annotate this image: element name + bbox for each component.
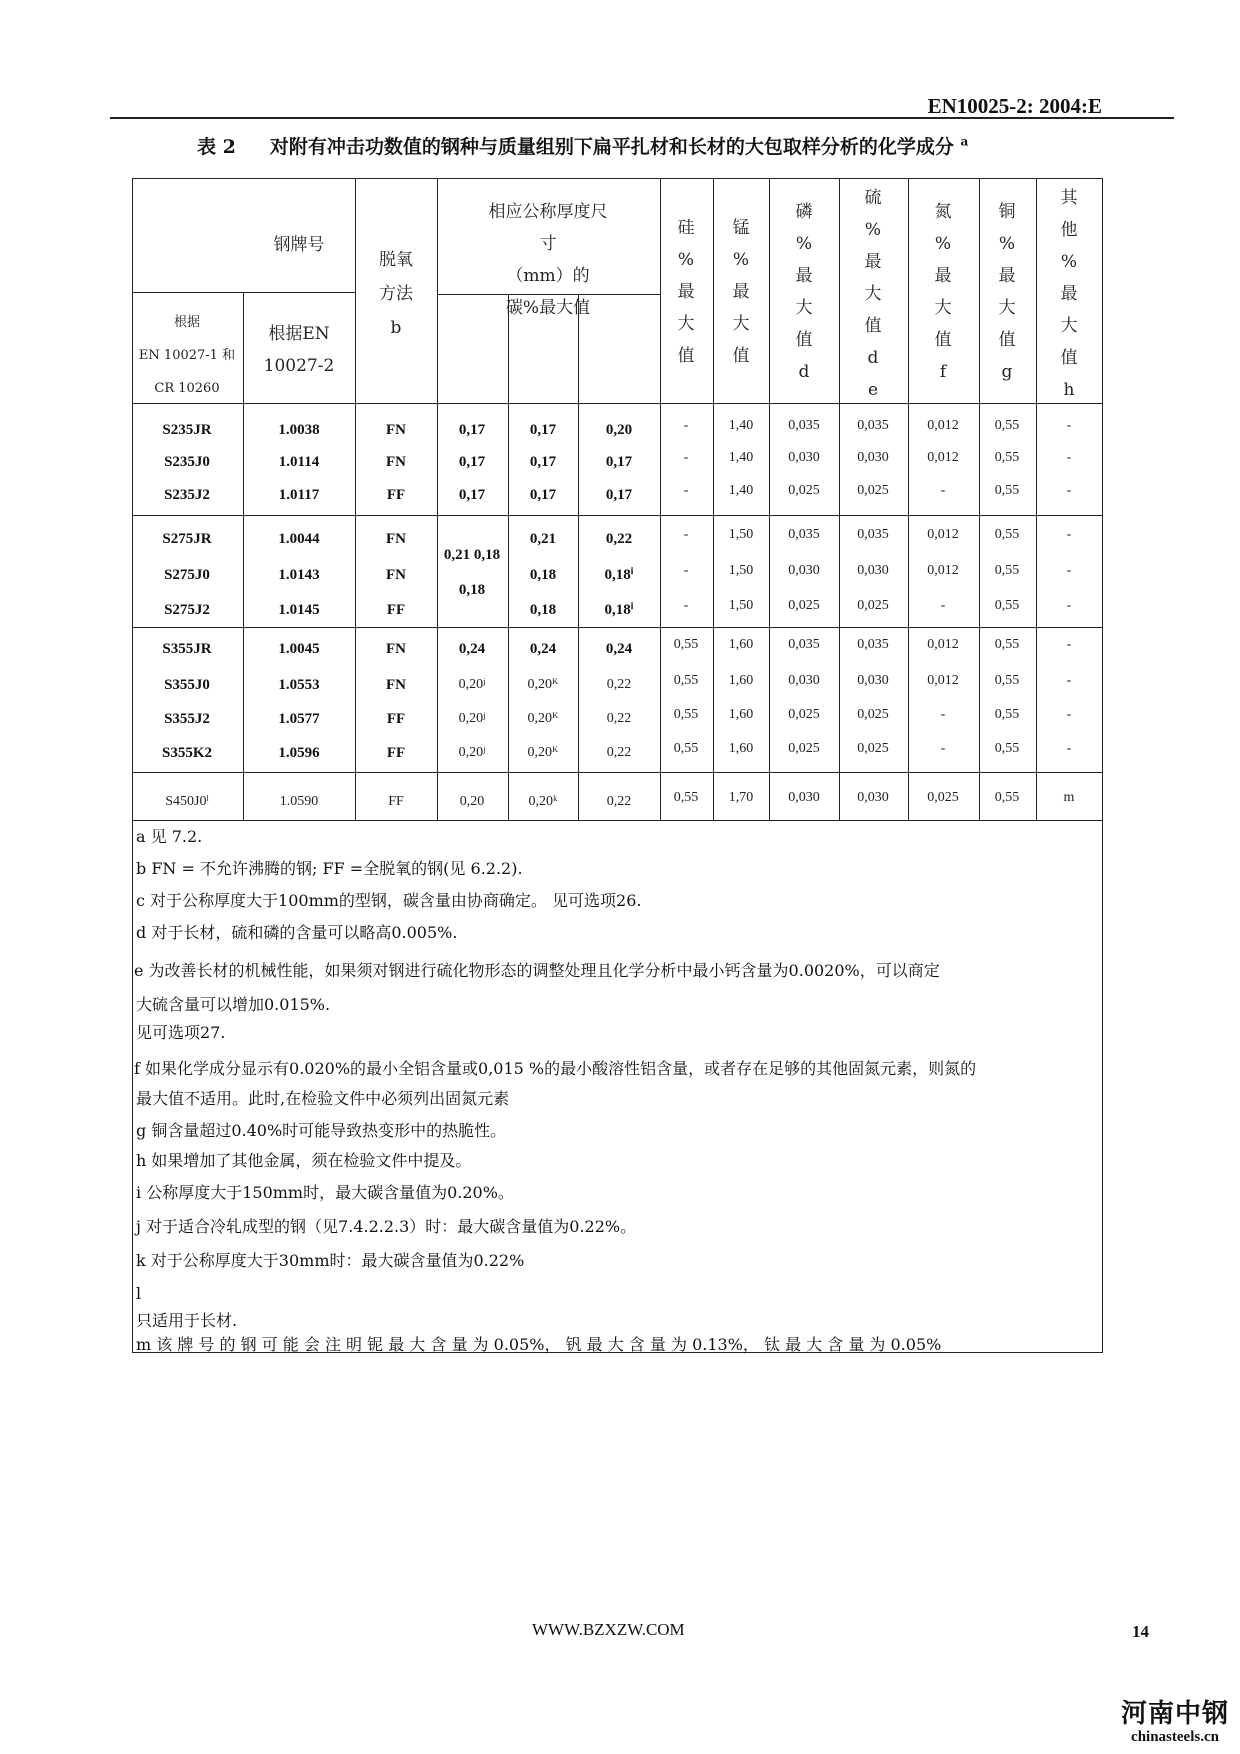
footnote-line: m 该 牌 号 的 钢 可 能 会 注 明 铌 最 大 含 量 为 0.05%， 钒 最 大 含 量 为 0.13%， 钛 最 大 含 量 为 0.05% bbox=[136, 1335, 942, 1354]
cell-num: 1.0117 bbox=[278, 487, 320, 503]
header-line: 脱氧 bbox=[379, 250, 413, 270]
cell-grade: S275J2 bbox=[164, 602, 210, 618]
cell-s: 0,025 bbox=[857, 598, 889, 613]
cell-n: - bbox=[940, 483, 946, 498]
cell-p: 0,025 bbox=[788, 741, 820, 756]
cell-c2: 0,18 bbox=[529, 567, 557, 583]
header-line: 根据EN bbox=[268, 324, 330, 344]
header-line: % bbox=[998, 234, 1016, 254]
header-line: 铜 bbox=[998, 202, 1016, 222]
cell-c1: 0,20ʲ bbox=[458, 677, 486, 692]
cell-mn: 1,70 bbox=[728, 790, 754, 805]
cell-s: 0,030 bbox=[857, 673, 889, 688]
cell-c2: 0,21 bbox=[529, 531, 557, 547]
cell-other: - bbox=[1066, 637, 1072, 652]
header-line: 值 bbox=[795, 330, 813, 350]
cell-c2: 0,17 bbox=[529, 422, 557, 438]
header-line: 最 bbox=[998, 266, 1016, 286]
cell-si: 0,55 bbox=[673, 637, 699, 652]
cell-c2: 0,20ᴷ bbox=[527, 711, 559, 726]
header-line: 值 bbox=[864, 316, 882, 336]
cell-num: 1.0145 bbox=[278, 602, 320, 618]
footnote-line: c 对于公称厚度大于100mm的型钢，碳含量由协商确定。 见可选项26. bbox=[136, 891, 642, 910]
cell-n: 0,012 bbox=[927, 527, 959, 542]
cell-si: - bbox=[683, 483, 689, 498]
cell-deox: FF bbox=[386, 745, 406, 761]
cell-c3: 0,22 bbox=[605, 531, 633, 547]
cell-c2: 0,17 bbox=[529, 454, 557, 470]
cell-cu: 0,55 bbox=[994, 790, 1020, 805]
cell-cu: 0,55 bbox=[994, 418, 1020, 433]
hline-group-3 bbox=[132, 772, 1103, 773]
cell-c1: 0,20ʲ bbox=[458, 745, 486, 760]
cell-s: 0,025 bbox=[857, 741, 889, 756]
cell-other: - bbox=[1066, 563, 1072, 578]
footnote-line: d 对于长材，硫和磷的含量可以略高0.005%. bbox=[136, 923, 458, 942]
header-line: e bbox=[867, 380, 879, 400]
cell-p: 0,025 bbox=[788, 598, 820, 613]
header-code: EN10025-2: 2004:E bbox=[927, 94, 1102, 118]
cell-other: - bbox=[1066, 673, 1072, 688]
cell-mn: 1,40 bbox=[728, 450, 754, 465]
header-line: 大 bbox=[732, 314, 750, 334]
header-line: g bbox=[1001, 362, 1013, 382]
cell-p: 0,035 bbox=[788, 527, 820, 542]
header-line: 其 bbox=[1060, 188, 1078, 208]
cell-n: - bbox=[940, 707, 946, 722]
cell-c2: 0,20ᴷ bbox=[527, 677, 559, 692]
hline-table-bottom bbox=[132, 820, 1103, 821]
table-title-text: 对附有冲击功数值的钢种与质量组别下扁平扎材和长材的大包取样分析的化学成分 bbox=[269, 136, 954, 158]
cell-c3: 0,18ⁱ bbox=[604, 567, 634, 583]
cell-s: 0,035 bbox=[857, 527, 889, 542]
cell-other: - bbox=[1066, 598, 1072, 613]
cell-c3: 0,17 bbox=[605, 487, 633, 503]
cell-grade: S235JR bbox=[162, 422, 212, 438]
header-line: （mm）的 bbox=[506, 266, 590, 286]
cell-c1-merged-top: 0,21 0,18 bbox=[443, 547, 501, 563]
cell-grade: S355J2 bbox=[164, 711, 210, 727]
cell-c2: 0,20ᵏ bbox=[528, 794, 558, 809]
cell-deox: FN bbox=[386, 422, 406, 438]
cell-mn: 1,50 bbox=[728, 527, 754, 542]
cell-mn: 1,60 bbox=[728, 637, 754, 652]
header-line: 最 bbox=[934, 266, 952, 286]
cell-n: 0,025 bbox=[927, 790, 959, 805]
cell-deox: FF bbox=[386, 602, 406, 618]
cell-num: 1.0553 bbox=[278, 677, 320, 693]
cell-mn: 1,50 bbox=[728, 563, 754, 578]
cell-c3: 0,18ⁱ bbox=[604, 602, 634, 618]
cell-grade: S355J0 bbox=[164, 677, 210, 693]
cell-s: 0,025 bbox=[857, 483, 889, 498]
footnote-line: i 公称厚度大于150mm时，最大碳含量值为0.20%。 bbox=[136, 1183, 514, 1202]
header-line: 硅 bbox=[677, 218, 695, 238]
cell-grade: S355K2 bbox=[161, 745, 212, 761]
cell-cu: 0,55 bbox=[994, 673, 1020, 688]
table-title-note: a bbox=[960, 134, 969, 149]
header-deox bbox=[336, 243, 456, 345]
cell-s: 0,030 bbox=[857, 790, 889, 805]
vline bbox=[578, 294, 579, 820]
cell-si: - bbox=[683, 563, 689, 578]
footnote-line: e 为改善长材的机械性能，如果须对钢进行硫化物形态的调整处理且化学分析中最小钙含量为0.0020%，可以商定 bbox=[134, 961, 940, 980]
hline-group-1 bbox=[132, 515, 1103, 516]
cell-p: 0,030 bbox=[788, 563, 820, 578]
cell-grade: S275J0 bbox=[164, 567, 210, 583]
table-title bbox=[197, 132, 968, 159]
footnote-line: k 对于公称厚度大于30mm时：最大碳含量值为0.22% bbox=[136, 1251, 525, 1270]
cell-cu: 0,55 bbox=[994, 637, 1020, 652]
header-en10027-1 bbox=[127, 306, 247, 405]
cell-cu: 0,55 bbox=[994, 741, 1020, 756]
cell-deox: FF bbox=[388, 794, 404, 809]
header-line: 大 bbox=[795, 298, 813, 318]
cell-n: 0,012 bbox=[927, 673, 959, 688]
header-line: 大 bbox=[677, 314, 695, 334]
cell-deox: FF bbox=[386, 711, 406, 727]
header-line: 值 bbox=[934, 330, 952, 350]
cell-other: m bbox=[1063, 790, 1075, 805]
header-carbon bbox=[488, 196, 608, 324]
footnote-line: j 对于适合冷轧成型的钢（见7.4.2.2.3）时：最大碳含量值为0.22%。 bbox=[136, 1217, 637, 1236]
cell-s: 0,030 bbox=[857, 450, 889, 465]
cell-deox: FN bbox=[386, 677, 406, 693]
footnote-line: a 见 7.2. bbox=[136, 827, 203, 846]
header-line: 最 bbox=[1060, 284, 1078, 304]
header-line: 大 bbox=[934, 298, 952, 318]
cell-n: 0,012 bbox=[927, 450, 959, 465]
cell-num: 1.0045 bbox=[278, 641, 320, 657]
cell-grade: S275JR bbox=[162, 531, 212, 547]
cell-cu: 0,55 bbox=[994, 707, 1020, 722]
cell-cu: 0,55 bbox=[994, 598, 1020, 613]
header-line: 最 bbox=[795, 266, 813, 286]
cell-s: 0,030 bbox=[857, 563, 889, 578]
header-line: d bbox=[798, 362, 810, 382]
cell-grade: S235J2 bbox=[164, 487, 210, 503]
cell-p: 0,030 bbox=[788, 450, 820, 465]
cell-num: 1.0590 bbox=[279, 794, 319, 809]
cell-c3: 0,22 bbox=[606, 711, 632, 726]
header-line: 值 bbox=[998, 330, 1016, 350]
cell-mn: 1,60 bbox=[728, 673, 754, 688]
page-number: 14 bbox=[1132, 1622, 1149, 1641]
cell-c3: 0,17 bbox=[605, 454, 633, 470]
cell-n: - bbox=[940, 741, 946, 756]
cell-c1: 0,17 bbox=[458, 454, 486, 470]
cell-s: 0,035 bbox=[857, 418, 889, 433]
cell-cu: 0,55 bbox=[994, 527, 1020, 542]
footnote-line: g 铜含量超过0.40%时可能导致热变形中的热脆性。 bbox=[136, 1121, 507, 1140]
cell-c2: 0,24 bbox=[529, 641, 557, 657]
cell-other: - bbox=[1066, 527, 1072, 542]
table-number: 表 2 bbox=[197, 136, 236, 158]
footnote-line: 只适用于长材. bbox=[136, 1311, 238, 1330]
cell-c2: 0,20ᴷ bbox=[527, 745, 559, 760]
cell-c1: 0,20ʲ bbox=[458, 711, 486, 726]
cell-c1: 0,20 bbox=[459, 794, 485, 809]
cell-p: 0,030 bbox=[788, 790, 820, 805]
cell-cu: 0,55 bbox=[994, 450, 1020, 465]
cell-si: - bbox=[683, 450, 689, 465]
header-line: f bbox=[939, 362, 947, 382]
cell-grade: S235J0 bbox=[164, 454, 210, 470]
cell-num: 1.0044 bbox=[278, 531, 320, 547]
cell-other: - bbox=[1066, 450, 1072, 465]
cell-num: 1.0577 bbox=[278, 711, 320, 727]
header-line: 值 bbox=[677, 346, 695, 366]
cell-n: 0,012 bbox=[927, 637, 959, 652]
cell-p: 0,025 bbox=[788, 483, 820, 498]
cell-mn: 1,60 bbox=[728, 707, 754, 722]
header-line: 硫 bbox=[864, 188, 882, 208]
footnote-line: l bbox=[136, 1284, 142, 1303]
footnote-line: f 如果化学成分显示有0.020%的最小全铝含量或0,015 %的最小酸溶性铝含量，或者存在足够的其他固氮元素，则氮的 bbox=[134, 1059, 977, 1078]
watermark-en: chinasteels.cn bbox=[1131, 1729, 1219, 1745]
cell-other: - bbox=[1066, 483, 1072, 498]
footnote-line: 见可选项27. bbox=[136, 1023, 226, 1042]
cell-grade: S355JR bbox=[162, 641, 212, 657]
hline-group-2 bbox=[132, 627, 1103, 628]
cell-c3: 0,20 bbox=[605, 422, 633, 438]
header-line: 10027-2 bbox=[263, 356, 335, 376]
cell-c1: 0,17 bbox=[458, 422, 486, 438]
cell-other: - bbox=[1066, 418, 1072, 433]
header-line: 磷 bbox=[795, 202, 813, 222]
cell-other: - bbox=[1066, 741, 1072, 756]
cell-c3: 0,24 bbox=[605, 641, 633, 657]
cell-num: 1.0038 bbox=[278, 422, 320, 438]
header-line: 大 bbox=[864, 284, 882, 304]
cell-p: 0,025 bbox=[788, 707, 820, 722]
cell-p: 0,035 bbox=[788, 637, 820, 652]
header-line: b bbox=[390, 318, 402, 338]
cell-c1-merged-bottom: 0,18 bbox=[458, 582, 486, 598]
cell-deox: FN bbox=[386, 641, 406, 657]
header-line: % bbox=[864, 220, 882, 240]
cell-deox: FN bbox=[386, 454, 406, 470]
cell-c2: 0,18 bbox=[529, 602, 557, 618]
cell-si: - bbox=[683, 527, 689, 542]
cell-c1: 0,17 bbox=[458, 487, 486, 503]
cell-si: - bbox=[683, 598, 689, 613]
cell-p: 0,030 bbox=[788, 673, 820, 688]
header-line: % bbox=[934, 234, 952, 254]
cell-other: - bbox=[1066, 707, 1072, 722]
header-line: 最 bbox=[732, 282, 750, 302]
header-line: 氮 bbox=[934, 202, 952, 222]
hline-header-bottom bbox=[132, 403, 1103, 404]
cell-mn: 1,40 bbox=[728, 418, 754, 433]
cell-si: 0,55 bbox=[673, 707, 699, 722]
header-line: 值 bbox=[1060, 348, 1078, 368]
header-line: 锰 bbox=[732, 218, 750, 238]
header-rule bbox=[110, 117, 1174, 119]
header-line: 值 bbox=[732, 346, 750, 366]
cell-num: 1.0114 bbox=[278, 454, 320, 470]
header-line: EN 10027-1 和 bbox=[138, 348, 236, 363]
header-line: % bbox=[795, 234, 813, 254]
header-line: 他 bbox=[1060, 220, 1078, 240]
header-line: CR 10260 bbox=[154, 381, 220, 396]
footnote-line: h 如果增加了其他金属，须在检验文件中提及。 bbox=[136, 1151, 472, 1170]
cell-mn: 1,60 bbox=[728, 741, 754, 756]
cell-cu: 0,55 bbox=[994, 483, 1020, 498]
header-other bbox=[1009, 182, 1129, 406]
header-line: % bbox=[732, 250, 750, 270]
cell-n: - bbox=[940, 598, 946, 613]
header-line: 根据 bbox=[173, 315, 200, 330]
header-line: 最 bbox=[864, 252, 882, 272]
cell-mn: 1,40 bbox=[728, 483, 754, 498]
footnote-line: 大硫含量可以增加0.015%. bbox=[136, 995, 331, 1014]
cell-num: 1.0143 bbox=[278, 567, 320, 583]
footnote-line: 最大值不适用。此时,在检验文件中必须列出固氮元素 bbox=[136, 1089, 510, 1108]
header-line: 大 bbox=[998, 298, 1016, 318]
cell-mn: 1,50 bbox=[728, 598, 754, 613]
cell-c3: 0,22 bbox=[606, 745, 632, 760]
header-line: % bbox=[1060, 252, 1078, 272]
cell-deox: FN bbox=[386, 567, 406, 583]
cell-si: 0,55 bbox=[673, 741, 699, 756]
cell-cu: 0,55 bbox=[994, 563, 1020, 578]
watermark-logo bbox=[1110, 1700, 1240, 1746]
cell-si: 0,55 bbox=[673, 790, 699, 805]
cell-p: 0,035 bbox=[788, 418, 820, 433]
cell-n: 0,012 bbox=[927, 563, 959, 578]
header-line: h bbox=[1063, 380, 1075, 400]
header-line: 钢牌号 bbox=[273, 235, 325, 255]
cell-si: 0,55 bbox=[673, 673, 699, 688]
header-line: 大 bbox=[1060, 316, 1078, 336]
footnote-line: b FN = 不允许沸腾的钢; FF =全脱氧的钢(见 6.2.2). bbox=[136, 859, 523, 878]
header-line: 碳%最大值 bbox=[505, 298, 591, 318]
cell-deox: FN bbox=[386, 531, 406, 547]
cell-s: 0,035 bbox=[857, 637, 889, 652]
cell-grade: S450J0ˡ bbox=[165, 794, 209, 809]
cell-n: 0,012 bbox=[927, 418, 959, 433]
header-line: 最 bbox=[677, 282, 695, 302]
watermark-cn: 河南中钢 bbox=[1120, 1699, 1229, 1729]
header-line: d bbox=[867, 348, 879, 368]
cell-num: 1.0596 bbox=[278, 745, 320, 761]
header-line: 方法 bbox=[379, 284, 413, 304]
header-line: 相应公称厚度尺寸 bbox=[488, 202, 608, 254]
cell-c1: 0,24 bbox=[458, 641, 486, 657]
cell-si: - bbox=[683, 418, 689, 433]
header-line: % bbox=[677, 250, 695, 270]
cell-s: 0,025 bbox=[857, 707, 889, 722]
cell-deox: FF bbox=[386, 487, 406, 503]
cell-c2: 0,17 bbox=[529, 487, 557, 503]
cell-c3: 0,22 bbox=[606, 677, 632, 692]
cell-c3: 0,22 bbox=[606, 794, 632, 809]
footer-url[interactable]: WWW.BZXZW.COM bbox=[532, 1620, 685, 1639]
